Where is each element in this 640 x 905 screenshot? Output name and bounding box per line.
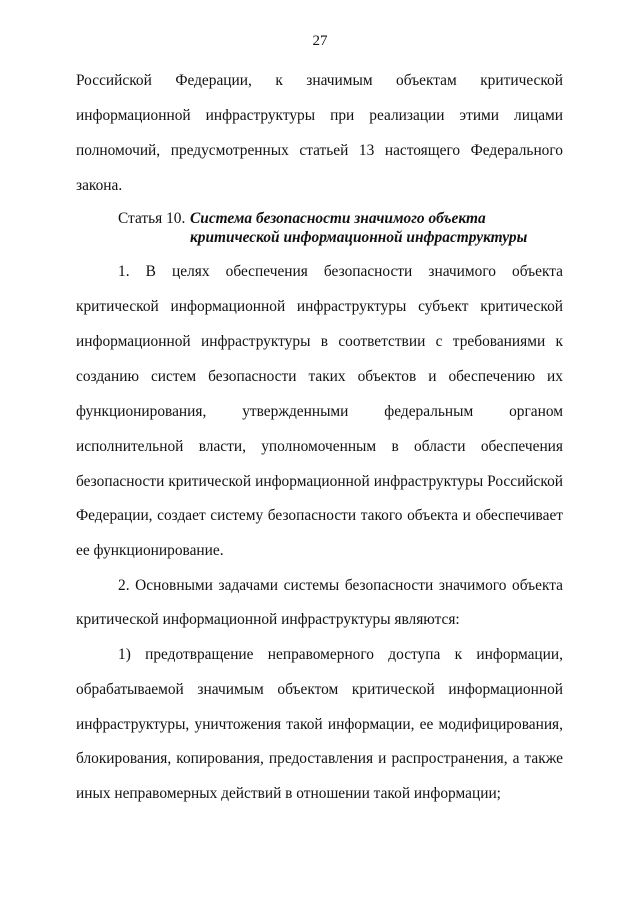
text-line: полномочий, предусмотренных статьей 13 настоящего Федерального: [76, 142, 563, 159]
text-line: функционирования, утвержденными федеральным органом: [76, 403, 563, 420]
text-line: критической информационной инфраструктуры субъект критической: [76, 298, 563, 315]
text-line: ее функционирование.: [76, 542, 224, 559]
article-label: Статья 10.: [118, 210, 186, 227]
text-line: блокирования, копирования, предоставления и распространения, а также: [76, 750, 563, 767]
text-line: Федерации, создает систему безопасности такого объекта и обеспечивает: [76, 507, 563, 524]
text-line: исполнительной власти, уполномоченным в области обеспечения: [76, 438, 563, 455]
text-line: критической информационной инфраструктуры являются:: [76, 611, 460, 628]
article-title-line-2: критической информационной инфраструктуры: [190, 229, 528, 246]
text-line: обрабатываемой значимым объектом критической информационной: [76, 681, 563, 698]
text-line: 1) предотвращение неправомерного доступа к информации,: [118, 646, 563, 663]
text-line: иных неправомерных действий в отношении такой информации;: [76, 785, 501, 802]
text-line: 2. Основными задачами системы безопасности значимого объекта: [118, 577, 563, 594]
text-line: безопасности критической информационной инфраструктуры Российской: [76, 473, 563, 490]
article-title-line-1: Система безопасности значимого объекта: [190, 210, 486, 227]
text-line: информационной инфраструктуры в соответствии с требованиями к: [76, 333, 563, 350]
text-line: созданию систем безопасности таких объектов и обеспечению их: [76, 368, 563, 385]
text-line: Российской Федерации, к значимым объектам критической: [76, 72, 563, 89]
page-number: 27: [312, 33, 328, 49]
text-line: 1. В целях обеспечения безопасности значимого объекта: [118, 263, 563, 280]
text-line: инфраструктуры, уничтожения такой информации, ее модифицирования,: [76, 716, 563, 733]
text-line: закона.: [76, 177, 123, 194]
text-line: информационной инфраструктуры при реализации этими лицами: [76, 107, 563, 124]
